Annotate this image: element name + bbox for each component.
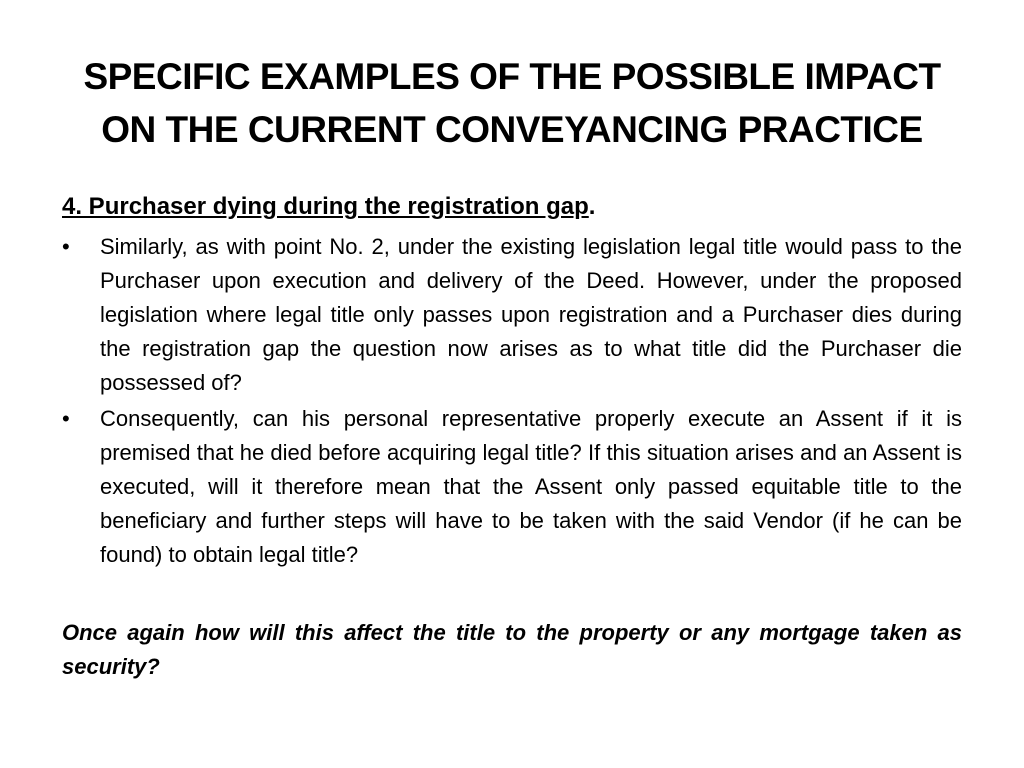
slide-title-line-1: SPECIFIC EXAMPLES OF THE POSSIBLE IMPACT [83,56,941,97]
slide-title-line-2: ON THE CURRENT CONVEYANCING PRACTICE [101,109,923,150]
bullet-list [62,230,962,572]
slide-body [62,190,962,706]
bullet-text: Consequently, can his personal representative properly execute an Assent if it is premised that he died before acquiring legal title? If this situation arises and an Assent is executed, will it therefore mean that the Assent only passed equitable title to the beneficiary and further steps will have to be taken with the said Vendor (if he can be found) to obtain legal title? [100,406,962,567]
bullet-item [62,402,962,572]
bullet-icon: • [62,234,70,259]
section-heading [62,190,962,224]
section-heading-text: 4. Purchaser dying during the registration gap [62,193,589,220]
slide-title [40,50,984,156]
bullet-icon: • [62,406,70,431]
closing-question: Once again how will this affect the title to the property or any mortgage taken as security? [62,620,962,679]
bullet-item [62,230,962,400]
bullet-text: Similarly, as with point No. 2, under the existing legislation legal title would pass to the Purchaser upon execution and delivery of the Deed. However, under the proposed legislation where legal title only passes upon registration and a Purchaser dies during the registration gap the question now arises as to what title did the Purchaser die possessed of? [100,234,962,395]
section-heading-period: . [588,193,596,220]
